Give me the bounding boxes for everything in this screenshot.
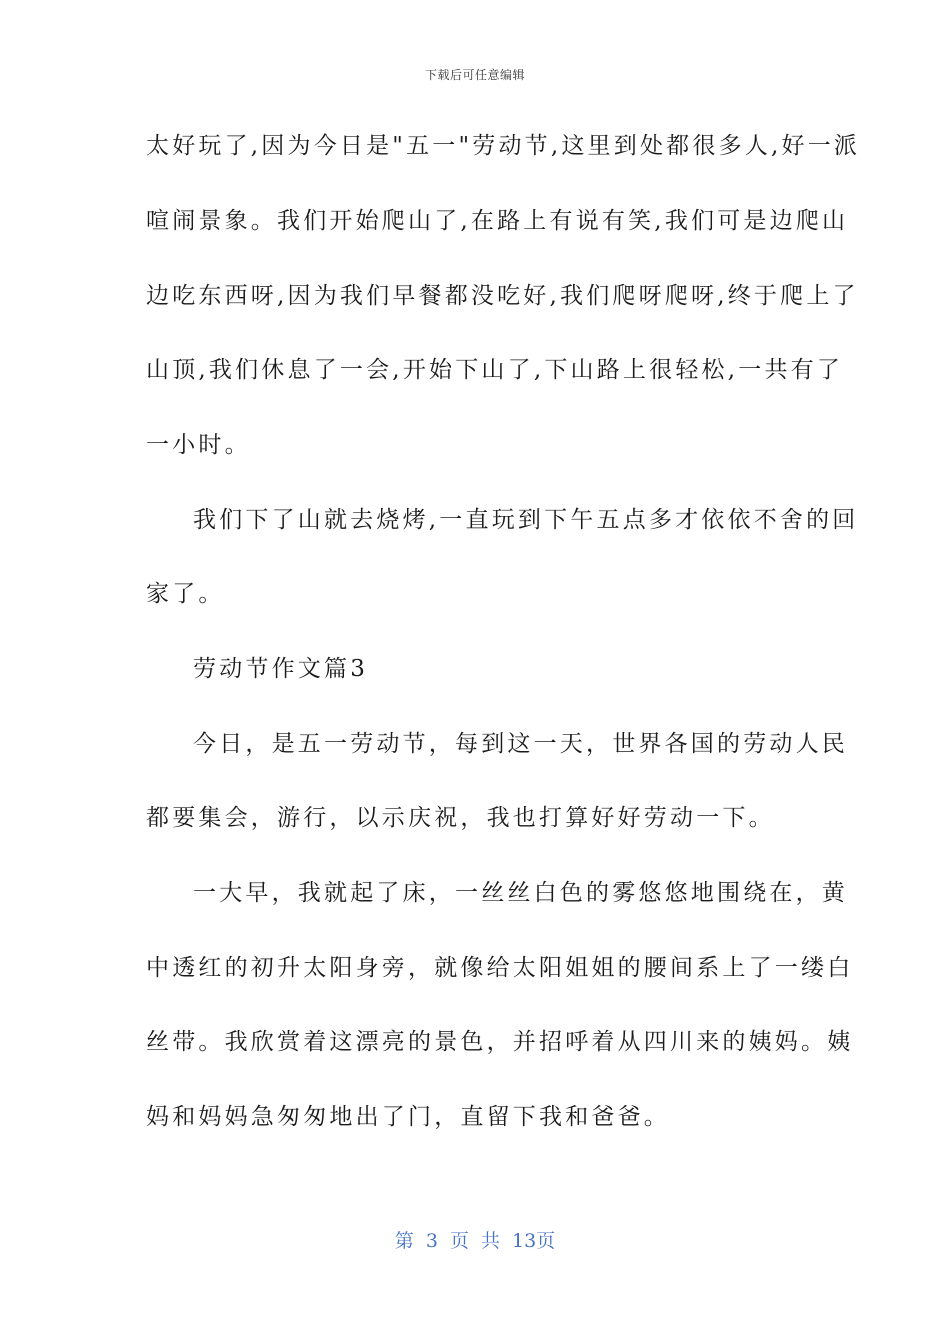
text-line-4: 山顶,我们休息了一会,开始下山了,下山路上很轻松,一共有了 [146,357,844,383]
section-heading: 劳动节作文篇3 [193,656,369,682]
paragraph-3-line-2: 都要集会，游行，以示庆祝，我也打算好好劳动一下。 [146,805,775,831]
paragraph-2-line-2: 家了。 [146,581,225,607]
text-line-2: 喧闹景象。我们开始爬山了,在路上有说有笑,我们可是边爬山 [146,208,849,234]
paragraph-4-line-2: 中透红的初升太阳身旁，就像给太阳姐姐的腰间系上了一缕白 [146,955,854,981]
paragraph-4-line-3: 丝带。我欣赏着这漂亮的景色，并招呼着从四川来的姨妈。姨 [146,1029,854,1055]
paragraph-3-line-1: 今日，是五一劳动节，每到这一天，世界各国的劳动人民 [193,731,848,757]
page-header: 下载后可任意编辑 [424,68,525,82]
text-line-3: 边吃东西呀,因为我们早餐都没吃好,我们爬呀爬呀,终于爬上了 [146,283,859,309]
text-line-1: 太好玩了,因为今日是"五一"劳动节,这里到处都很多人,好一派 [146,133,861,159]
paragraph-4-line-4: 妈和妈妈急匆匆地出了门，直留下我和爸爸。 [146,1104,670,1130]
paragraph-4-line-1: 一大早，我就起了床，一丝丝白色的雾悠悠地围绕在，黄 [193,880,848,906]
page-footer: 第 3 页 共 13页 [394,1230,556,1252]
text-line-5: 一小时。 [146,432,251,458]
paragraph-2-line-1: 我们下了山就去烧烤,一直玩到下午五点多才依依不舍的回 [193,507,859,533]
